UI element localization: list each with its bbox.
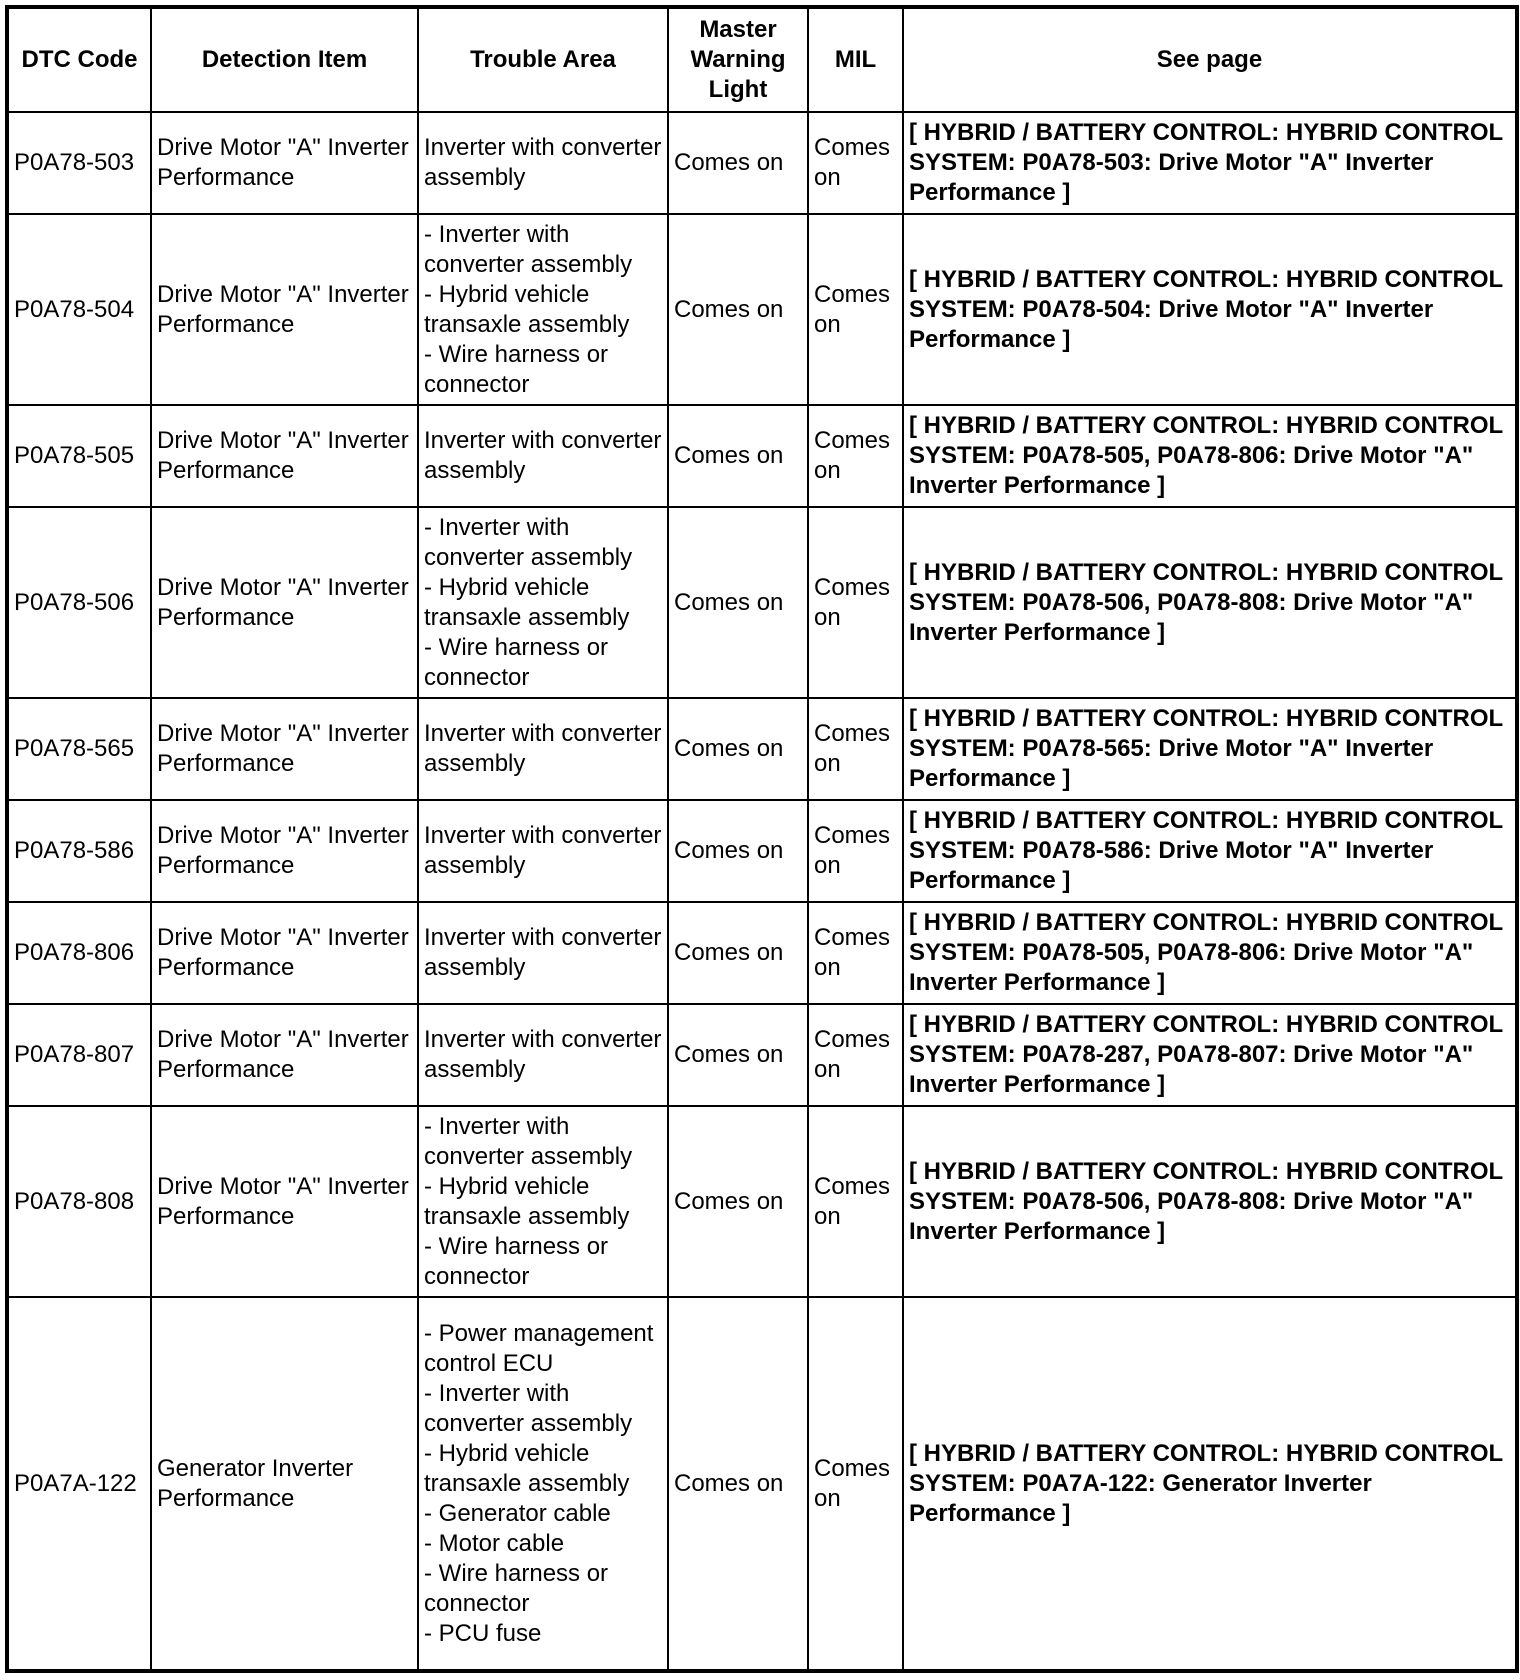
detection-item-cell: Drive Motor "A" Inverter Performance xyxy=(151,507,418,698)
table-row xyxy=(7,698,1517,800)
header-row xyxy=(7,7,1517,112)
dtc-code-cell: P0A78-586 xyxy=(7,800,151,902)
see-page-cell: [ HYBRID / BATTERY CONTROL: HYBRID CONTROL SYSTEM: P0A7A-122: Generator Inverter Performance ] xyxy=(903,1297,1517,1671)
mil-cell: Comes on xyxy=(808,1297,903,1671)
detection-item-cell: Drive Motor "A" Inverter Performance xyxy=(151,214,418,405)
trouble-area-item: - Power management control ECU xyxy=(424,1319,654,1377)
see-page-cell: [ HYBRID / BATTERY CONTROL: HYBRID CONTROL SYSTEM: P0A78-506, P0A78-808: Drive Motor "A" Inverter Performance ] xyxy=(903,1106,1517,1297)
mil-cell: Comes on xyxy=(808,902,903,1004)
trouble-area-item: - Hybrid vehicle transaxle assembly xyxy=(424,1172,630,1230)
mil-cell: Comes on xyxy=(808,698,903,800)
trouble-area-item: Inverter with converter assembly xyxy=(424,720,662,777)
trouble-area-item: - Generator cable xyxy=(424,1499,611,1527)
master-warning-light-cell: Comes on xyxy=(668,1004,808,1106)
mil-cell: Comes on xyxy=(808,112,903,214)
table-row xyxy=(7,112,1517,214)
trouble-area-item: - Wire harness or connector xyxy=(424,1232,609,1290)
master-warning-light-cell: Comes on xyxy=(668,902,808,1004)
dtc-code-cell: P0A78-503 xyxy=(7,112,151,214)
mil-cell: Comes on xyxy=(808,800,903,902)
trouble-area-item: Inverter with converter assembly xyxy=(424,1026,662,1083)
see-page-cell: [ HYBRID / BATTERY CONTROL: HYBRID CONTROL SYSTEM: P0A78-565: Drive Motor "A" Inverter Performance ] xyxy=(903,698,1517,800)
master-warning-light-cell: Comes on xyxy=(668,1106,808,1297)
see-page-cell: [ HYBRID / BATTERY CONTROL: HYBRID CONTROL SYSTEM: P0A78-504: Drive Motor "A" Inverter Performance ] xyxy=(903,214,1517,405)
dtc-table xyxy=(5,5,1519,1673)
trouble-area-cell xyxy=(418,698,668,800)
trouble-area-cell xyxy=(418,1106,668,1297)
detection-item-cell: Drive Motor "A" Inverter Performance xyxy=(151,1106,418,1297)
trouble-area-cell xyxy=(418,1004,668,1106)
trouble-area-item: Inverter with converter assembly xyxy=(424,822,662,879)
trouble-area-item: - Inverter with converter assembly xyxy=(424,513,633,571)
table-row xyxy=(7,902,1517,1004)
table-row xyxy=(7,1004,1517,1106)
master-warning-light-cell: Comes on xyxy=(668,507,808,698)
detection-item-cell: Drive Motor "A" Inverter Performance xyxy=(151,698,418,800)
detection-item-cell: Generator Inverter Performance xyxy=(151,1297,418,1671)
trouble-area-cell xyxy=(418,902,668,1004)
trouble-area-item: - Inverter with converter assembly xyxy=(424,1379,633,1437)
table-row xyxy=(7,1106,1517,1297)
header-see-page: See page xyxy=(903,7,1517,112)
dtc-code-cell: P0A78-808 xyxy=(7,1106,151,1297)
trouble-area-item: - Inverter with converter assembly xyxy=(424,220,633,278)
trouble-area-item: - Wire harness or connector xyxy=(424,1559,609,1617)
mil-cell: Comes on xyxy=(808,1004,903,1106)
detection-item-cell: Drive Motor "A" Inverter Performance xyxy=(151,405,418,507)
master-warning-light-cell: Comes on xyxy=(668,800,808,902)
mil-cell: Comes on xyxy=(808,507,903,698)
trouble-area-item: - Wire harness or connector xyxy=(424,340,609,398)
mil-cell: Comes on xyxy=(808,405,903,507)
see-page-cell: [ HYBRID / BATTERY CONTROL: HYBRID CONTROL SYSTEM: P0A78-287, P0A78-807: Drive Motor "A" Inverter Performance ] xyxy=(903,1004,1517,1106)
dtc-code-cell: P0A78-806 xyxy=(7,902,151,1004)
detection-item-cell: Drive Motor "A" Inverter Performance xyxy=(151,1004,418,1106)
detection-item-cell: Drive Motor "A" Inverter Performance xyxy=(151,112,418,214)
dtc-code-cell: P0A78-565 xyxy=(7,698,151,800)
trouble-area-cell xyxy=(418,1297,668,1671)
detection-item-cell: Drive Motor "A" Inverter Performance xyxy=(151,800,418,902)
dtc-code-cell: P0A78-504 xyxy=(7,214,151,405)
master-warning-light-cell: Comes on xyxy=(668,112,808,214)
dtc-code-cell: P0A78-807 xyxy=(7,1004,151,1106)
trouble-area-cell xyxy=(418,112,668,214)
trouble-area-cell xyxy=(418,405,668,507)
trouble-area-item: Inverter with converter assembly xyxy=(424,427,662,484)
table-row xyxy=(7,405,1517,507)
trouble-area-cell xyxy=(418,800,668,902)
trouble-area-cell xyxy=(418,507,668,698)
table-row xyxy=(7,800,1517,902)
table-row xyxy=(7,1297,1517,1671)
header-dtc-code: DTC Code xyxy=(7,7,151,112)
header-trouble-area: Trouble Area xyxy=(418,7,668,112)
mil-cell: Comes on xyxy=(808,1106,903,1297)
dtc-code-cell: P0A7A-122 xyxy=(7,1297,151,1671)
see-page-cell: [ HYBRID / BATTERY CONTROL: HYBRID CONTROL SYSTEM: P0A78-505, P0A78-806: Drive Motor "A" Inverter Performance ] xyxy=(903,405,1517,507)
trouble-area-item: Inverter with converter assembly xyxy=(424,134,662,191)
trouble-area-item: - Wire harness or connector xyxy=(424,633,609,691)
master-warning-light-cell: Comes on xyxy=(668,698,808,800)
see-page-cell: [ HYBRID / BATTERY CONTROL: HYBRID CONTROL SYSTEM: P0A78-505, P0A78-806: Drive Motor "A" Inverter Performance ] xyxy=(903,902,1517,1004)
trouble-area-item: - Hybrid vehicle transaxle assembly xyxy=(424,280,630,338)
trouble-area-item: - Inverter with converter assembly xyxy=(424,1112,633,1170)
table-row xyxy=(7,507,1517,698)
master-warning-light-cell: Comes on xyxy=(668,1297,808,1671)
header-detection-item: Detection Item xyxy=(151,7,418,112)
header-mil: MIL xyxy=(808,7,903,112)
mil-cell: Comes on xyxy=(808,214,903,405)
master-warning-light-cell: Comes on xyxy=(668,405,808,507)
detection-item-cell: Drive Motor "A" Inverter Performance xyxy=(151,902,418,1004)
master-warning-light-cell: Comes on xyxy=(668,214,808,405)
trouble-area-item: - Hybrid vehicle transaxle assembly xyxy=(424,573,630,631)
trouble-area-item: - Motor cable xyxy=(424,1529,565,1557)
see-page-cell: [ HYBRID / BATTERY CONTROL: HYBRID CONTROL SYSTEM: P0A78-503: Drive Motor "A" Inverter Performance ] xyxy=(903,112,1517,214)
table-row xyxy=(7,214,1517,405)
header-master-warning-light: Master Warning Light xyxy=(668,7,808,112)
dtc-code-cell: P0A78-506 xyxy=(7,507,151,698)
trouble-area-item: - PCU fuse xyxy=(424,1619,542,1647)
see-page-cell: [ HYBRID / BATTERY CONTROL: HYBRID CONTROL SYSTEM: P0A78-586: Drive Motor "A" Inverter Performance ] xyxy=(903,800,1517,902)
trouble-area-cell xyxy=(418,214,668,405)
trouble-area-item: Inverter with converter assembly xyxy=(424,924,662,981)
see-page-cell: [ HYBRID / BATTERY CONTROL: HYBRID CONTROL SYSTEM: P0A78-506, P0A78-808: Drive Motor "A" Inverter Performance ] xyxy=(903,507,1517,698)
trouble-area-item: - Hybrid vehicle transaxle assembly xyxy=(424,1439,630,1497)
dtc-code-cell: P0A78-505 xyxy=(7,405,151,507)
dtc-document xyxy=(5,5,1515,1673)
